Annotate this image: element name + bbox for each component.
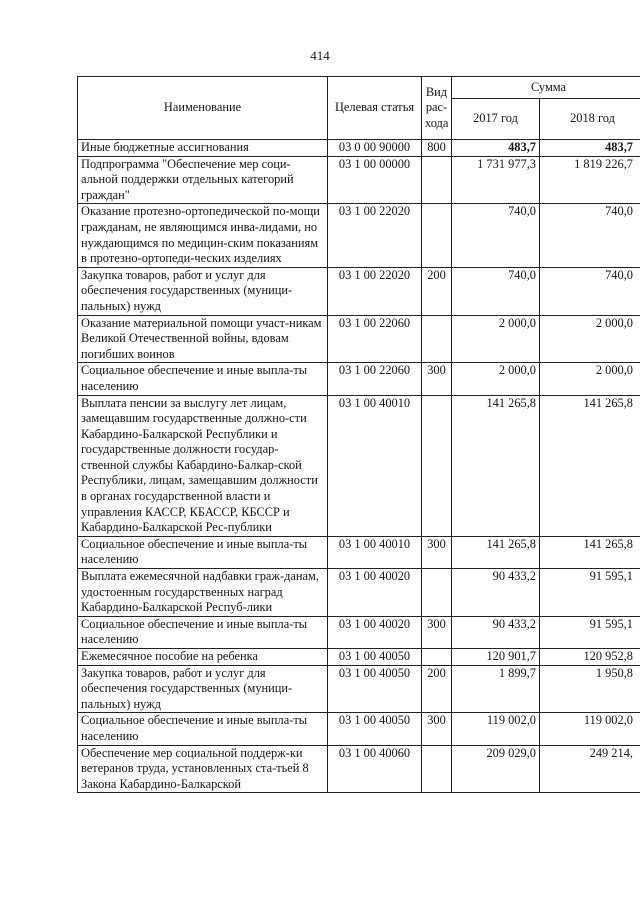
row-name: Закупка товаров, работ и услуг для обеспечения государственных (муници-пальных) нужд <box>78 665 328 713</box>
row-sum-2017: 740,0 <box>452 204 540 267</box>
row-name: Социальное обеспечение и иные выпла-ты населению <box>78 713 328 745</box>
row-sum-2017: 209 029,0 <box>452 745 540 793</box>
row-sum-2017: 141 265,8 <box>452 395 540 536</box>
row-name: Социальное обеспечение и иные выпла-ты населению <box>78 536 328 568</box>
table-row <box>78 140 640 157</box>
row-code: 03 1 00 40060 <box>328 745 422 793</box>
row-sum-2017: 141 265,8 <box>452 536 540 568</box>
table-body <box>78 140 640 793</box>
row-name: Ежемесячное пособие на ребенка <box>78 649 328 666</box>
budget-table <box>77 76 640 793</box>
row-sum-2018: 141 265,8 <box>540 536 640 568</box>
row-name: Выплата пенсии за выслугу лет лицам, замещавшим государственные должно-сти Кабардино-Балкарской Республики и государственные должности государ-ственной службы Кабардино-Балкар-ской Республики, лицам, замещавшим должности в органах государственной власти и управления КАССР, КБАССР, КБССР и Кабардино-Балкарской Рес-публики <box>78 395 328 536</box>
row-sum-2017: 90 433,2 <box>452 616 540 648</box>
row-sum-2017: 483,7 <box>452 140 540 157</box>
row-sum-2017: 2 000,0 <box>452 315 540 363</box>
header-type: Вид рас-хода <box>422 77 452 140</box>
row-sum-2017: 1 731 977,3 <box>452 156 540 204</box>
row-sum-2017: 1 899,7 <box>452 665 540 713</box>
row-sum-2017: 2 000,0 <box>452 363 540 395</box>
row-name: Выплата ежемесячной надбавки граж-данам, удостоенным государственных наград Кабардино-Балкарской Респуб-лики <box>78 569 328 617</box>
row-type: 300 <box>422 363 452 395</box>
row-sum-2018: 2 000,0 <box>540 315 640 363</box>
row-code: 03 1 00 22020 <box>328 204 422 267</box>
row-sum-2017: 90 433,2 <box>452 569 540 617</box>
row-code: 03 1 00 22060 <box>328 315 422 363</box>
header-year-2017: 2017 год <box>452 99 540 140</box>
row-sum-2018: 1 819 226,7 <box>540 156 640 204</box>
table-row <box>78 713 640 745</box>
row-code: 03 1 00 22020 <box>328 267 422 315</box>
row-type <box>422 649 452 666</box>
table-row <box>78 156 640 204</box>
table-row <box>78 649 640 666</box>
table-row <box>78 395 640 536</box>
table-row <box>78 204 640 267</box>
row-name: Иные бюджетные ассигнования <box>78 140 328 157</box>
row-sum-2018: 2 000,0 <box>540 363 640 395</box>
row-sum-2018: 249 214, <box>540 745 640 793</box>
row-name: Оказание материальной помощи участ-никам Великой Отечественной войны, вдовам погибших воинов <box>78 315 328 363</box>
row-name: Оказание протезно-ортопедической по-мощи гражданам, не являющимся инва-лидами, но нуждающимся по медицин-ским показаниям в протезно-ортопеди-ческих изделиях <box>78 204 328 267</box>
table-row <box>78 536 640 568</box>
header-name: Наименование <box>78 77 328 140</box>
row-code: 03 1 00 00000 <box>328 156 422 204</box>
table-row <box>78 267 640 315</box>
row-type <box>422 745 452 793</box>
row-type <box>422 395 452 536</box>
row-type: 300 <box>422 713 452 745</box>
row-code: 03 1 00 22060 <box>328 363 422 395</box>
row-type <box>422 156 452 204</box>
row-name: Закупка товаров, работ и услуг для обеспечения государственных (муници-пальных) нужд <box>78 267 328 315</box>
header-year-2018: 2018 год <box>540 99 640 140</box>
row-code: 03 0 00 90000 <box>328 140 422 157</box>
row-sum-2018: 740,0 <box>540 267 640 315</box>
row-sum-2017: 740,0 <box>452 267 540 315</box>
row-type: 300 <box>422 616 452 648</box>
row-code: 03 1 00 40050 <box>328 665 422 713</box>
header-sum: Сумма <box>452 77 640 99</box>
header-code: Целевая статья <box>328 77 422 140</box>
row-sum-2017: 119 002,0 <box>452 713 540 745</box>
row-name: Подпрограмма "Обеспечение мер соци-альной поддержки отдельных категорий граждан" <box>78 156 328 204</box>
row-sum-2018: 740,0 <box>540 204 640 267</box>
row-sum-2018: 119 002,0 <box>540 713 640 745</box>
row-code: 03 1 00 40050 <box>328 649 422 666</box>
row-type <box>422 204 452 267</box>
row-sum-2018: 141 265,8 <box>540 395 640 536</box>
row-type: 200 <box>422 665 452 713</box>
row-sum-2017: 120 901,7 <box>452 649 540 666</box>
row-code: 03 1 00 40010 <box>328 536 422 568</box>
row-name: Социальное обеспечение и иные выпла-ты населению <box>78 616 328 648</box>
table-row <box>78 569 640 617</box>
row-sum-2018: 483,7 <box>540 140 640 157</box>
row-name: Социальное обеспечение и иные выпла-ты населению <box>78 363 328 395</box>
header-row-top <box>78 77 640 99</box>
row-sum-2018: 1 950,8 <box>540 665 640 713</box>
table-row <box>78 616 640 648</box>
table-row <box>78 363 640 395</box>
row-type <box>422 315 452 363</box>
row-type: 200 <box>422 267 452 315</box>
row-code: 03 1 00 40020 <box>328 616 422 648</box>
table-row <box>78 315 640 363</box>
page-number: 414 <box>310 48 330 63</box>
row-code: 03 1 00 40010 <box>328 395 422 536</box>
row-name: Обеспечение мер социальной поддерж-ки ветеранов труда, установленных ста-тьей 8 Закона Кабардино-Балкарской <box>78 745 328 793</box>
row-type: 800 <box>422 140 452 157</box>
row-type: 300 <box>422 536 452 568</box>
row-type <box>422 569 452 617</box>
table-row <box>78 665 640 713</box>
row-code: 03 1 00 40020 <box>328 569 422 617</box>
row-code: 03 1 00 40050 <box>328 713 422 745</box>
row-sum-2018: 120 952,8 <box>540 649 640 666</box>
row-sum-2018: 91 595,1 <box>540 569 640 617</box>
row-sum-2018: 91 595,1 <box>540 616 640 648</box>
table-row <box>78 745 640 793</box>
